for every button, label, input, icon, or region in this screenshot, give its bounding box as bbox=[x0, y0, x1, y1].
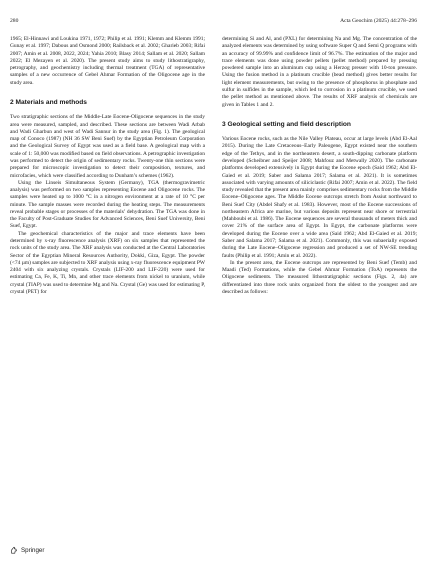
right-column bbox=[222, 36, 417, 296]
springer-horse-icon bbox=[10, 546, 18, 554]
geology-paragraph-1: Various Eocene rocks, such as the Nile Valley Plateau, occur at large levels (Abd El-Aal 2015). During the Late Cretaceous–Early Paleogene, Egypt existed near the southern edge of the Tethys, and in the northeastern desert, a south-dipping carbonate platform developed (Scheibner and Speijer 2008; Mahfouz and Metwally 2020). The carbonate platforms developed extensively in Egypt during the Eocene epoch (Said 1962; Abd El-Gaied et al. 2019; Saber and Salama 2017; Salama et al. 2021). It is sometimes associated with varying amounts of siliciclastic (Rifai 2007; Amin et al. 2022). The field study revealed that the present area mainly comprises sedimentary rocks from the Middle Eocene–Oligocene ages. The Middle Eocene outcrops stretch from Assiut northward to Beni Suef City (Abdel Shafy et al. 1983). However, most of the Eocene successions of northeastern Africa are marine, but various deposits represent near shore or terrestrial (Mahboubi et al. 1986). The Eocene sequences are several thousands of meters thick and cover 21% of the surface area of Egypt. In Egypt, the carbonate platforms were developed during the Eocene over a wide area (Said 1962; Abd El-Gaied et al. 2019; Saber and Salama 2017; Salama et al. 2021). Commonly, this was subaerially exposed during the Late Eocene–Oligocene regression and produced a set of NW-SE trending faults (Philip et al. 1991; Amin et al. 2022). bbox=[222, 136, 417, 259]
methods-paragraph-3: The geochemical characteristics of the major and trace elements have been determined by x-ray fluorescence analysis (XRF) on six samples that represented the rock units of the study area. The XRF analysis was conducted at the Central Laboratories Sector of the Egyptian Mineral Resources Authority, Dokki, Giza, Egypt. The powder (<74 µm) samples are subjected to XRF analysis using x-ray fluorescence equipment PW 2404 with six analyzing crystals. Crystals (LIF-200 and LIF-220) were used for estimating Ca, Fe, K, Ti, Mn, and other trace elements from nickel to uranium, while crystal (TIAP) was used to determine Mg and Na. Crystal (Ge) was used for estimating P, crystal (PET) for bbox=[10, 230, 205, 295]
methods-paragraph-continued: determining Si and Al, and (PXL) for determining Na and Mg. The concentration of the analyzed elements was determined by using software Super Q and Semi Q programs with an accuracy of 99.99% and confidence limit of 96.7%. The estimation of the major and trace elements was done using powder pellets (pellet method) prepared by pressing powdered sample into an aluminum cup using a Herzog presser with 10-ton pressure. Using the fusion method in a platinum crucible (bead method) gives better results for light element measurements, but owing to the presence of phosphorus in phosphate and sulfur in sulfides in the sample, which led to corrosion in a platinum crucible, we used the pellet method as mentioned above. The results of XRF analysis of chemicals are given in Tables 1 and 2. bbox=[222, 36, 417, 108]
methods-paragraph-1: Two stratigraphic sections of the Middle-Late Eocene-Oligocene sequences in the study area were measured, sampled, and described. These sections are between Wadi Arbab and Wadi Gharbun and west of Wadi Sannur in the study area (Fig. 1). The geological map of Conoco (1987) (NH 36 SW Beni Suef) by the Egyptian Petroleum Corporation and the Geological Survey of Egypt was used as a field base. A geological map with a scale of 1: 50,000 was modified based on field observations. A petrographic investigation was performed to detect the origin of sedimentary rocks. Twenty-one thin sections were prepared for microscopic investigation to detect their composition, textures, and microfacies, which were classified according to Dunham’s schemes (1962). bbox=[10, 114, 205, 179]
publisher-footer bbox=[10, 546, 44, 554]
journal-citation: Acta Geochim (2025) 44:278–296 bbox=[340, 18, 417, 24]
section-3-heading: 3 Geological setting and field description bbox=[222, 120, 351, 128]
methods-paragraph-2: Using the Linseis Simultaneous System (Germany), TGA (thermogravimetric analysis) was performed on two samples representing Eocene and Oligocene rocks. The samples were heated up to 1000 °C in a nitrogen environment at a rate of 10 °C per minute. The sample masses were recorded during the heating steps. The measurements reveal probable stages or processes of the materials’ dehydration. The TGA was done in the Faculty of Post-Graduate Studies for Advanced Sciences, Beni Suef University, Beni Suef, Egypt. bbox=[10, 179, 205, 230]
section-2-heading: 2 Materials and methods bbox=[10, 98, 87, 106]
page-number: 280 bbox=[10, 18, 19, 24]
intro-paragraph: 1965; El-Hinnawi and Loukina 1971, 1972; Philip et al. 1991; Klemm and Klemm 1991; Gunay et al. 1997; Dabous and Osmond 2000; Railsback et al. 2002; Gharieb 2003; Rifai 2007; Amin et al. 2008, 2022, 2024; Yahia 2010; Blasy 2014; Sallam et al. 2020; Sallam 2022; El Mezayen et al. 2020). The present study aims to study lithostratigraphy, petrography, and geochemistry including thermal treatment (TGA) of representative samples of a new occurrence of Gebel Ahmar Formation of the Oligocene age in the study area. bbox=[10, 36, 205, 86]
geology-paragraph-2: In the present area, the Eocene outcrops are represented by Beni Suef (Temb) and Maadi (Ted) Formations, while the Gebel Ahmar Formation (ToA) represents the Oligocene sediments. The measured lithostratigraphic sections (Figs. 2, 4a) are differentiated into three rock units organized from the oldest to the youngest and are described as follows: bbox=[222, 259, 417, 295]
left-column bbox=[10, 36, 205, 296]
publisher-name: Springer bbox=[21, 546, 45, 554]
